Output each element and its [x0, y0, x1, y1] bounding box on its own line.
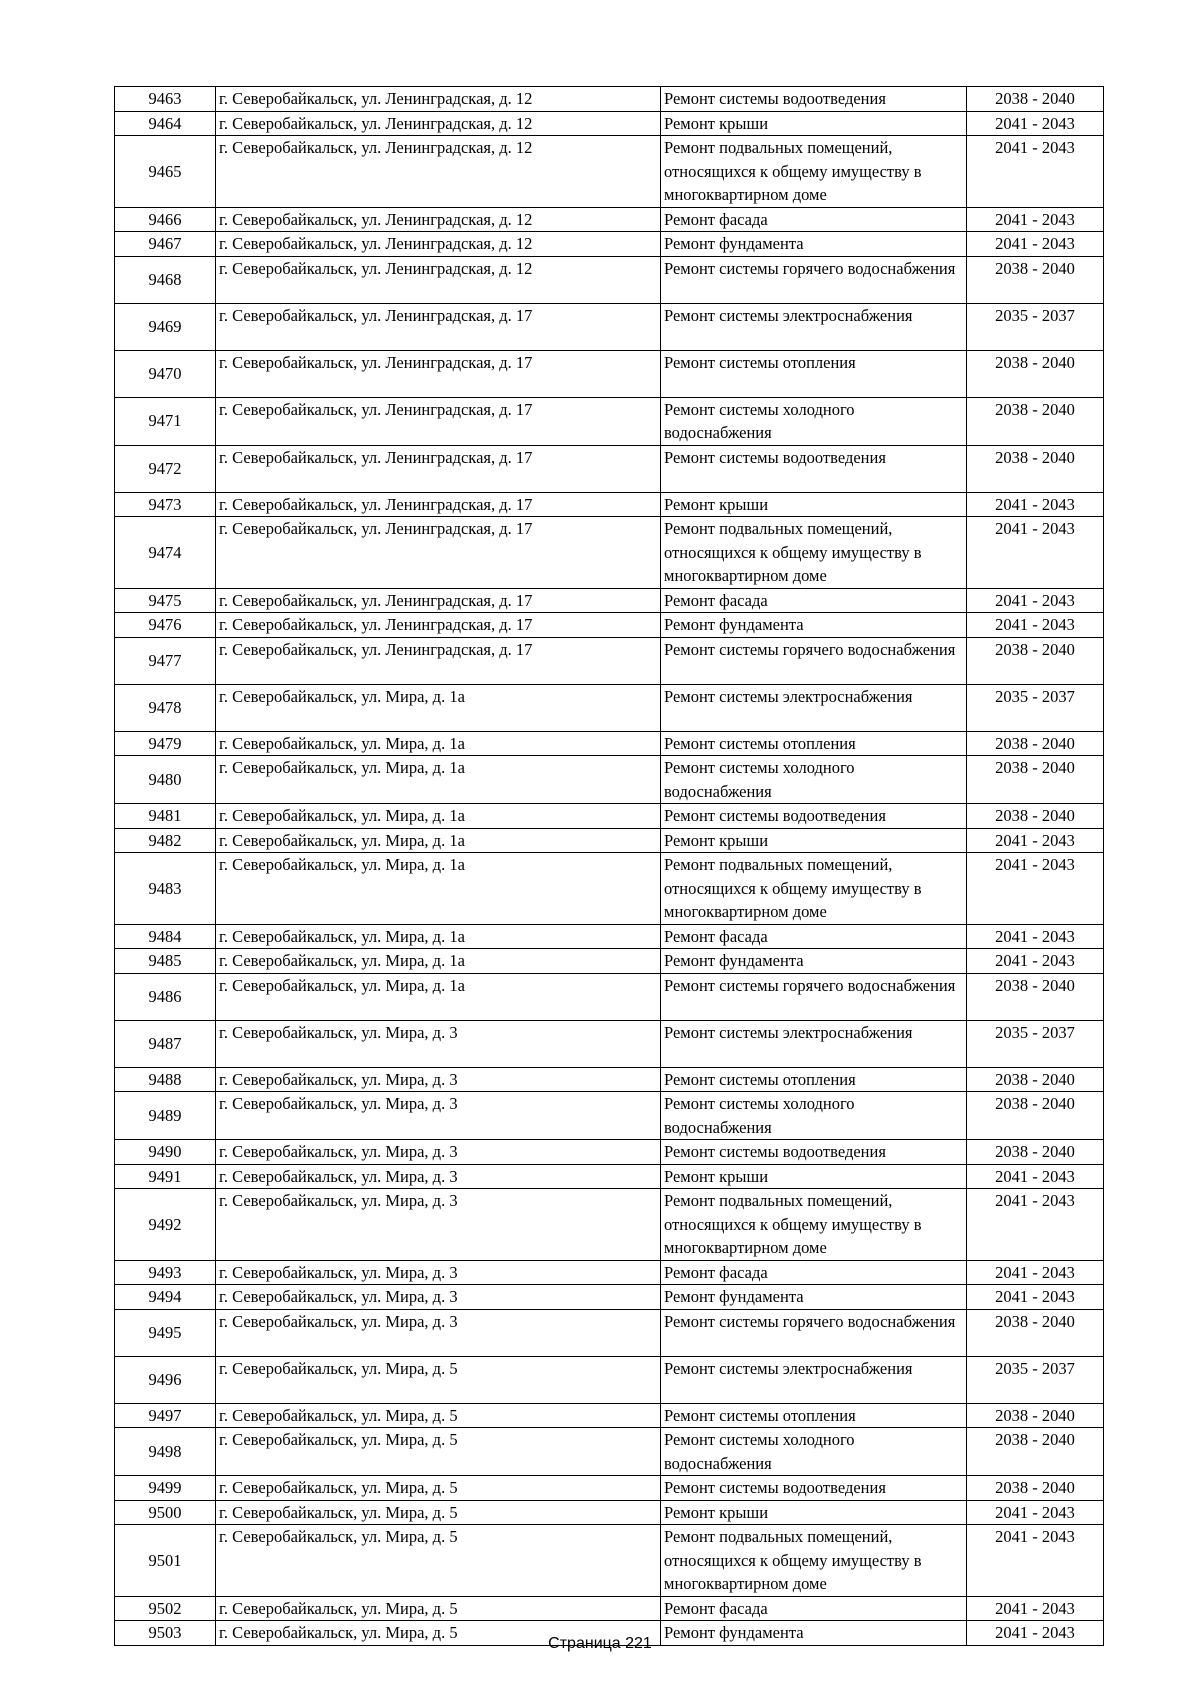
period-cell: 2038 - 2040	[967, 1428, 1104, 1476]
work-type-cell: Ремонт системы отопления	[661, 1067, 967, 1092]
row-number-cell: 9463	[115, 87, 216, 112]
row-number-cell: 9499	[115, 1476, 216, 1501]
period-cell: 2041 - 2043	[967, 588, 1104, 613]
work-type-cell: Ремонт системы холодного водоснабжения	[661, 397, 967, 445]
table-row	[115, 1140, 1104, 1165]
period-cell: 2038 - 2040	[967, 1092, 1104, 1140]
address-cell: г. Северобайкальск, ул. Мира, д. 5	[216, 1356, 661, 1403]
period-cell: 2041 - 2043	[967, 1189, 1104, 1261]
work-type-cell: Ремонт фасада	[661, 588, 967, 613]
table-row	[115, 492, 1104, 517]
table-row	[115, 828, 1104, 853]
address-cell: г. Северобайкальск, ул. Мира, д. 1а	[216, 756, 661, 804]
work-type-cell: Ремонт системы электроснабжения	[661, 303, 967, 350]
row-number-cell: 9481	[115, 804, 216, 829]
table-row	[115, 1092, 1104, 1140]
address-cell: г. Северобайкальск, ул. Мира, д. 3	[216, 1092, 661, 1140]
work-type-cell: Ремонт системы электроснабжения	[661, 684, 967, 731]
table-row	[115, 1020, 1104, 1067]
table-row	[115, 517, 1104, 589]
table-row	[115, 1356, 1104, 1403]
address-cell: г. Северобайкальск, ул. Ленинградская, д. 17	[216, 613, 661, 638]
address-cell: г. Северобайкальск, ул. Мира, д. 5	[216, 1428, 661, 1476]
row-number-cell: 9471	[115, 397, 216, 445]
row-number-cell: 9487	[115, 1020, 216, 1067]
period-cell: 2038 - 2040	[967, 1140, 1104, 1165]
table-row	[115, 1260, 1104, 1285]
address-cell: г. Северобайкальск, ул. Ленинградская, д. 12	[216, 256, 661, 303]
address-cell: г. Северобайкальск, ул. Ленинградская, д. 17	[216, 588, 661, 613]
work-type-cell: Ремонт подвальных помещений, относящихся к общему имуществу в многоквартирном доме	[661, 853, 967, 925]
address-cell: г. Северобайкальск, ул. Мира, д. 3	[216, 1189, 661, 1261]
work-type-cell: Ремонт системы водоотведения	[661, 87, 967, 112]
address-cell: г. Северобайкальск, ул. Мира, д. 1а	[216, 804, 661, 829]
table-row	[115, 924, 1104, 949]
work-type-cell: Ремонт подвальных помещений, относящихся к общему имуществу в многоквартирном доме	[661, 517, 967, 589]
work-type-cell: Ремонт системы холодного водоснабжения	[661, 756, 967, 804]
row-number-cell: 9493	[115, 1260, 216, 1285]
row-number-cell: 9486	[115, 973, 216, 1020]
work-type-cell: Ремонт крыши	[661, 492, 967, 517]
address-cell: г. Северобайкальск, ул. Мира, д. 5	[216, 1500, 661, 1525]
row-number-cell: 9464	[115, 111, 216, 136]
table-row	[115, 445, 1104, 492]
table-row	[115, 256, 1104, 303]
row-number-cell: 9480	[115, 756, 216, 804]
period-cell: 2041 - 2043	[967, 1500, 1104, 1525]
row-number-cell: 9494	[115, 1285, 216, 1310]
page-number: Страница 221	[548, 1635, 652, 1652]
table-row	[115, 1067, 1104, 1092]
address-cell: г. Северобайкальск, ул. Мира, д. 5	[216, 1476, 661, 1501]
table-row	[115, 1285, 1104, 1310]
period-cell: 2041 - 2043	[967, 949, 1104, 974]
row-number-cell: 9475	[115, 588, 216, 613]
row-number-cell: 9478	[115, 684, 216, 731]
address-cell: г. Северобайкальск, ул. Мира, д. 1а	[216, 684, 661, 731]
address-cell: г. Северобайкальск, ул. Мира, д. 3	[216, 1164, 661, 1189]
address-cell: г. Северобайкальск, ул. Ленинградская, д. 17	[216, 445, 661, 492]
period-cell: 2041 - 2043	[967, 1596, 1104, 1621]
period-cell: 2035 - 2037	[967, 684, 1104, 731]
work-type-cell: Ремонт подвальных помещений, относящихся к общему имуществу в многоквартирном доме	[661, 136, 967, 208]
work-type-cell: Ремонт крыши	[661, 111, 967, 136]
period-cell: 2041 - 2043	[967, 1621, 1104, 1646]
work-type-cell: Ремонт системы горячего водоснабжения	[661, 637, 967, 684]
work-type-cell: Ремонт системы водоотведения	[661, 1140, 967, 1165]
row-number-cell: 9472	[115, 445, 216, 492]
work-type-cell: Ремонт фундамента	[661, 613, 967, 638]
period-cell: 2038 - 2040	[967, 756, 1104, 804]
work-type-cell: Ремонт фундамента	[661, 1621, 967, 1646]
address-cell: г. Северобайкальск, ул. Мира, д. 5	[216, 1621, 661, 1646]
repair-schedule-table	[114, 86, 1104, 1646]
table-row	[115, 1403, 1104, 1428]
period-cell: 2038 - 2040	[967, 804, 1104, 829]
period-cell: 2041 - 2043	[967, 613, 1104, 638]
row-number-cell: 9476	[115, 613, 216, 638]
period-cell: 2041 - 2043	[967, 232, 1104, 257]
period-cell: 2041 - 2043	[967, 1164, 1104, 1189]
work-type-cell: Ремонт фундамента	[661, 232, 967, 257]
address-cell: г. Северобайкальск, ул. Мира, д. 1а	[216, 973, 661, 1020]
work-type-cell: Ремонт системы холодного водоснабжения	[661, 1092, 967, 1140]
address-cell: г. Северобайкальск, ул. Ленинградская, д. 17	[216, 397, 661, 445]
row-number-cell: 9489	[115, 1092, 216, 1140]
table-row	[115, 232, 1104, 257]
row-number-cell: 9469	[115, 303, 216, 350]
row-number-cell: 9465	[115, 136, 216, 208]
row-number-cell: 9503	[115, 1621, 216, 1646]
address-cell: г. Северобайкальск, ул. Ленинградская, д. 17	[216, 350, 661, 397]
row-number-cell: 9470	[115, 350, 216, 397]
row-number-cell: 9495	[115, 1309, 216, 1356]
address-cell: г. Северобайкальск, ул. Мира, д. 1а	[216, 949, 661, 974]
work-type-cell: Ремонт крыши	[661, 828, 967, 853]
period-cell: 2041 - 2043	[967, 924, 1104, 949]
period-cell: 2038 - 2040	[967, 445, 1104, 492]
row-number-cell: 9479	[115, 731, 216, 756]
table-row	[115, 1164, 1104, 1189]
work-type-cell: Ремонт фасада	[661, 1596, 967, 1621]
period-cell: 2038 - 2040	[967, 1403, 1104, 1428]
period-cell: 2041 - 2043	[967, 828, 1104, 853]
table-row	[115, 613, 1104, 638]
period-cell: 2041 - 2043	[967, 111, 1104, 136]
table-row	[115, 731, 1104, 756]
period-cell: 2038 - 2040	[967, 87, 1104, 112]
table-row	[115, 1309, 1104, 1356]
period-cell: 2038 - 2040	[967, 256, 1104, 303]
row-number-cell: 9500	[115, 1500, 216, 1525]
address-cell: г. Северобайкальск, ул. Ленинградская, д. 12	[216, 232, 661, 257]
address-cell: г. Северобайкальск, ул. Мира, д. 1а	[216, 924, 661, 949]
table-row	[115, 1596, 1104, 1621]
period-cell: 2038 - 2040	[967, 637, 1104, 684]
work-type-cell: Ремонт крыши	[661, 1164, 967, 1189]
table-row	[115, 1476, 1104, 1501]
address-cell: г. Северобайкальск, ул. Мира, д. 3	[216, 1260, 661, 1285]
address-cell: г. Северобайкальск, ул. Мира, д. 5	[216, 1403, 661, 1428]
work-type-cell: Ремонт системы электроснабжения	[661, 1356, 967, 1403]
row-number-cell: 9477	[115, 637, 216, 684]
work-type-cell: Ремонт системы электроснабжения	[661, 1020, 967, 1067]
address-cell: г. Северобайкальск, ул. Ленинградская, д. 17	[216, 517, 661, 589]
address-cell: г. Северобайкальск, ул. Ленинградская, д. 12	[216, 111, 661, 136]
table-row	[115, 588, 1104, 613]
row-number-cell: 9468	[115, 256, 216, 303]
period-cell: 2038 - 2040	[967, 731, 1104, 756]
work-type-cell: Ремонт фасада	[661, 207, 967, 232]
work-type-cell: Ремонт системы водоотведения	[661, 804, 967, 829]
table-row	[115, 949, 1104, 974]
table-row	[115, 397, 1104, 445]
row-number-cell: 9502	[115, 1596, 216, 1621]
address-cell: г. Северобайкальск, ул. Ленинградская, д. 17	[216, 492, 661, 517]
table-body	[115, 87, 1104, 1646]
address-cell: г. Северобайкальск, ул. Ленинградская, д. 12	[216, 136, 661, 208]
address-cell: г. Северобайкальск, ул. Мира, д. 3	[216, 1020, 661, 1067]
work-type-cell: Ремонт фундамента	[661, 1285, 967, 1310]
address-cell: г. Северобайкальск, ул. Мира, д. 3	[216, 1140, 661, 1165]
work-type-cell: Ремонт системы горячего водоснабжения	[661, 1309, 967, 1356]
address-cell: г. Северобайкальск, ул. Ленинградская, д. 12	[216, 207, 661, 232]
table-row	[115, 1525, 1104, 1597]
period-cell: 2041 - 2043	[967, 1260, 1104, 1285]
work-type-cell: Ремонт системы горячего водоснабжения	[661, 973, 967, 1020]
table-row	[115, 207, 1104, 232]
table-row	[115, 756, 1104, 804]
address-cell: г. Северобайкальск, ул. Мира, д. 5	[216, 1596, 661, 1621]
period-cell: 2038 - 2040	[967, 397, 1104, 445]
period-cell: 2038 - 2040	[967, 1476, 1104, 1501]
table-row	[115, 853, 1104, 925]
table-row	[115, 1500, 1104, 1525]
table-row	[115, 684, 1104, 731]
row-number-cell: 9485	[115, 949, 216, 974]
table-row	[115, 973, 1104, 1020]
table-row	[115, 1189, 1104, 1261]
period-cell: 2035 - 2037	[967, 1356, 1104, 1403]
row-number-cell: 9483	[115, 853, 216, 925]
work-type-cell: Ремонт подвальных помещений, относящихся к общему имуществу в многоквартирном доме	[661, 1189, 967, 1261]
period-cell: 2038 - 2040	[967, 973, 1104, 1020]
address-cell: г. Северобайкальск, ул. Мира, д. 3	[216, 1067, 661, 1092]
period-cell: 2035 - 2037	[967, 303, 1104, 350]
row-number-cell: 9466	[115, 207, 216, 232]
table-row	[115, 350, 1104, 397]
address-cell: г. Северобайкальск, ул. Ленинградская, д. 17	[216, 637, 661, 684]
table-row	[115, 1428, 1104, 1476]
work-type-cell: Ремонт системы горячего водоснабжения	[661, 256, 967, 303]
row-number-cell: 9498	[115, 1428, 216, 1476]
period-cell: 2041 - 2043	[967, 517, 1104, 589]
row-number-cell: 9473	[115, 492, 216, 517]
address-cell: г. Северобайкальск, ул. Ленинградская, д. 12	[216, 87, 661, 112]
address-cell: г. Северобайкальск, ул. Мира, д. 1а	[216, 828, 661, 853]
table-row	[115, 136, 1104, 208]
address-cell: г. Северобайкальск, ул. Мира, д. 5	[216, 1525, 661, 1597]
row-number-cell: 9491	[115, 1164, 216, 1189]
work-type-cell: Ремонт системы водоотведения	[661, 445, 967, 492]
period-cell: 2035 - 2037	[967, 1020, 1104, 1067]
row-number-cell: 9496	[115, 1356, 216, 1403]
period-cell: 2041 - 2043	[967, 207, 1104, 232]
row-number-cell: 9484	[115, 924, 216, 949]
row-number-cell: 9501	[115, 1525, 216, 1597]
work-type-cell: Ремонт системы водоотведения	[661, 1476, 967, 1501]
row-number-cell: 9488	[115, 1067, 216, 1092]
address-cell: г. Северобайкальск, ул. Ленинградская, д. 17	[216, 303, 661, 350]
period-cell: 2041 - 2043	[967, 492, 1104, 517]
address-cell: г. Северобайкальск, ул. Мира, д. 3	[216, 1309, 661, 1356]
row-number-cell: 9492	[115, 1189, 216, 1261]
work-type-cell: Ремонт подвальных помещений, относящихся к общему имуществу в многоквартирном доме	[661, 1525, 967, 1597]
table-row	[115, 111, 1104, 136]
row-number-cell: 9474	[115, 517, 216, 589]
work-type-cell: Ремонт фасада	[661, 924, 967, 949]
row-number-cell: 9497	[115, 1403, 216, 1428]
period-cell: 2038 - 2040	[967, 1309, 1104, 1356]
address-cell: г. Северобайкальск, ул. Мира, д. 1а	[216, 853, 661, 925]
work-type-cell: Ремонт системы отопления	[661, 350, 967, 397]
address-cell: г. Северобайкальск, ул. Мира, д. 3	[216, 1285, 661, 1310]
work-type-cell: Ремонт фундамента	[661, 949, 967, 974]
work-type-cell: Ремонт системы отопления	[661, 1403, 967, 1428]
row-number-cell: 9467	[115, 232, 216, 257]
work-type-cell: Ремонт системы холодного водоснабжения	[661, 1428, 967, 1476]
period-cell: 2038 - 2040	[967, 350, 1104, 397]
work-type-cell: Ремонт крыши	[661, 1500, 967, 1525]
work-type-cell: Ремонт системы отопления	[661, 731, 967, 756]
period-cell: 2041 - 2043	[967, 1525, 1104, 1597]
period-cell: 2041 - 2043	[967, 136, 1104, 208]
period-cell: 2041 - 2043	[967, 1285, 1104, 1310]
address-cell: г. Северобайкальск, ул. Мира, д. 1а	[216, 731, 661, 756]
period-cell: 2038 - 2040	[967, 1067, 1104, 1092]
table-row	[115, 303, 1104, 350]
period-cell: 2041 - 2043	[967, 853, 1104, 925]
table-row	[115, 804, 1104, 829]
table-row	[115, 87, 1104, 112]
work-type-cell: Ремонт фасада	[661, 1260, 967, 1285]
table-row	[115, 637, 1104, 684]
row-number-cell: 9482	[115, 828, 216, 853]
row-number-cell: 9490	[115, 1140, 216, 1165]
